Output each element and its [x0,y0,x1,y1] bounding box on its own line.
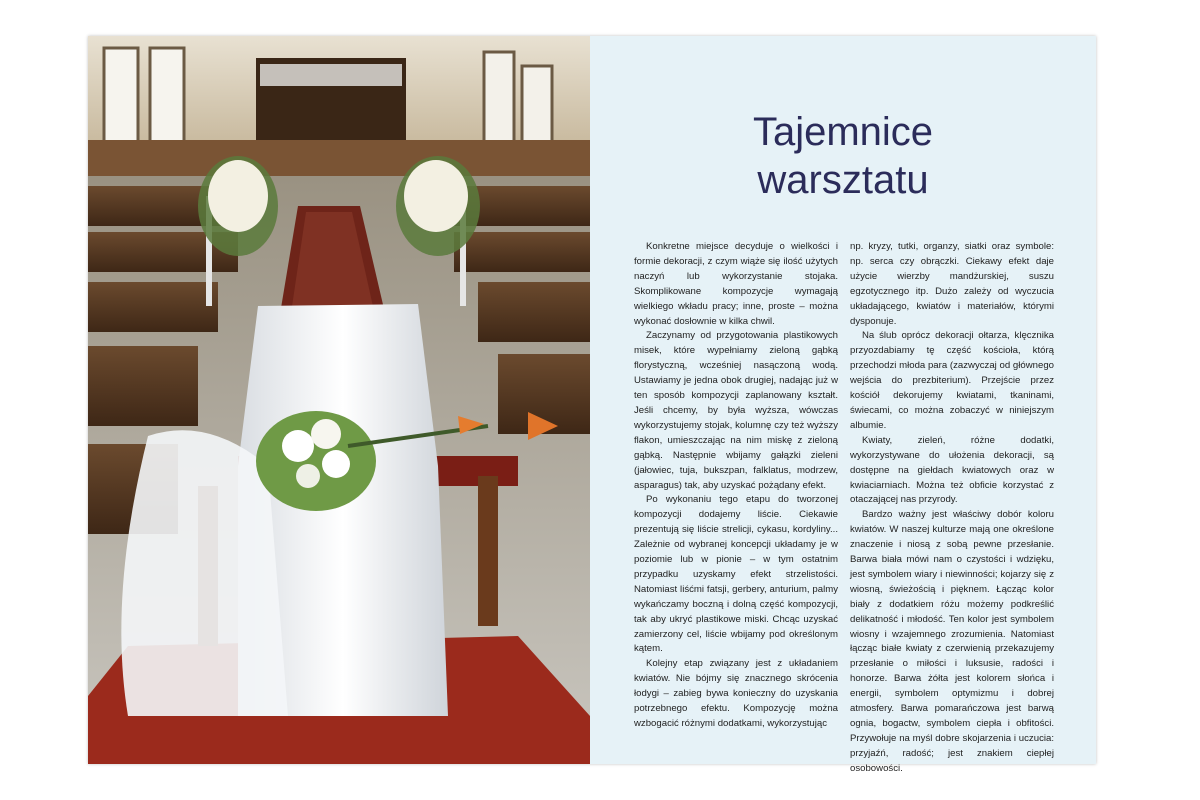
column-left [634,240,838,777]
text-columns [634,240,1054,777]
text-page [590,36,1096,774]
book-spread [88,36,1096,774]
column-right [850,240,1054,777]
paragraph: Konkretne miejsce decyduje o wielkości i formie dekoracji, z czym wiąże się ilość użytych naczyń lub wykorzystanie stojaka. Skomplikowane kompozycje wymagają wielkiego wkładu pracy; inne, proste – można wykonać dosłownie w kilka chwil. [634,241,838,327]
paragraph: Kolejny etap związany jest z układaniem kwiatów. Nie bójmy się znacznego skrócenia łodygi – zabieg bywa konieczny do uzyskania potrzebnego efektu. Kompozycję można wzbogacić różnymi dodatkami, wykorzystując [634,658,838,729]
title-line-1: Tajemnice [752,110,934,154]
paragraph: Bardzo ważny jest właściwy dobór koloru kwiatów. W naszej kulturze mają one określone znaczenie i niosą z sobą pewne przesłanie. Barwa biała mówi nam o czystości i wdzięku, jest symbolem wiary i niewinności; kojarzy się z wiosną, świeżością i pięknem. Łącząc kolor biały z dodatkiem różu możemy podkreślić delikatność i młodość. Ten kolor jest symbolem wiosny i wzajemnego zrozumienia. Natomiast łącząc białe kwiaty z czerwienią przekazujemy przesłanie o miłości i luksusie, radości i honorze. Barwa żółta jest kolorem słońca i energii, symbolem optymizmu i dobrej atmosfery. Barwa pomarańczowa jest barwą ognia, bogactw, symbolem ciepła i obfitości. Przywołuje na myśl dobre skojarzenia i uczucia: przyjaźń, radość; jest znakiem ciepłej osobowości. [850,509,1054,774]
paragraph: np. kryzy, tutki, organzy, siatki oraz symbole: np. serca czy obrączki. Ciekawy efekt daje użycie wierzby mandżurskiej, suszu egzotycznego itp. Dużo zależy od wyczucia układającego, kwiatów i materiałów, którymi dysponuje. [850,241,1054,327]
paragraph: Zaczynamy od przygotowania plastikowych misek, które wypełniamy zieloną gąbką florystyczną, wcześniej nasączoną wodą. Ustawiamy je jedna obok drugiej, nadając już w ten sposób kompozycji zaplanowany kształt. Jeśli chcemy, by była wyższa, wówczas wykorzystujemy stojak, kolumnę czy też wyższy flakon, umieszczając na nim miskę z zieloną gąbką. Następnie wbijamy gałązki zieleni (jałowiec, tuja, bukszpan, falklatus, modrzew, asparagus) tak, aby uzyskać pożądany efekt. [634,330,838,491]
paragraph: Po wykonaniu tego etapu do tworzonej kompozycji dodajemy liście. Ciekawie prezentują się liście strelicji, cykasu, kordyliny... Zależnie od wybranej koncepcji układamy je w poziomie lub w pionie – w tym ostatnim przypadku uzyskamy efekt strzelistości. Natomiast liśćmi fatsji, gerbery, anturium, palmy wykańczamy boczną i dolną część kompozycji, tak aby ukryć plastikowe miski. Chcąc uzyskać zamierzony cel, liście wbijamy pod określonym kątem. [634,494,838,655]
church-photo [88,36,590,764]
church-aisle-illustration [88,36,590,764]
page-title [590,108,1096,204]
paragraph: Kwiaty, zieleń, różne dodatki, wykorzystywane do ułożenia dekoracji, są dostępne na giełdach kwiatowych oraz w kwiaciarniach. Można też obficie korzystać z otaczającej nas przyrody. [850,434,1054,506]
title-line-2: warsztatu [757,158,929,202]
paragraph: Na ślub oprócz dekoracji ołtarza, klęcznika przyozdabiamy tę część kościoła, którą przechodzi młoda para (zazwyczaj od głównego wejścia do prezbiterium). Przejście przez kościół dekorujemy kwiatami, tkaninami, świecami, co można zobaczyć w niniejszym albumie. [850,330,1054,431]
